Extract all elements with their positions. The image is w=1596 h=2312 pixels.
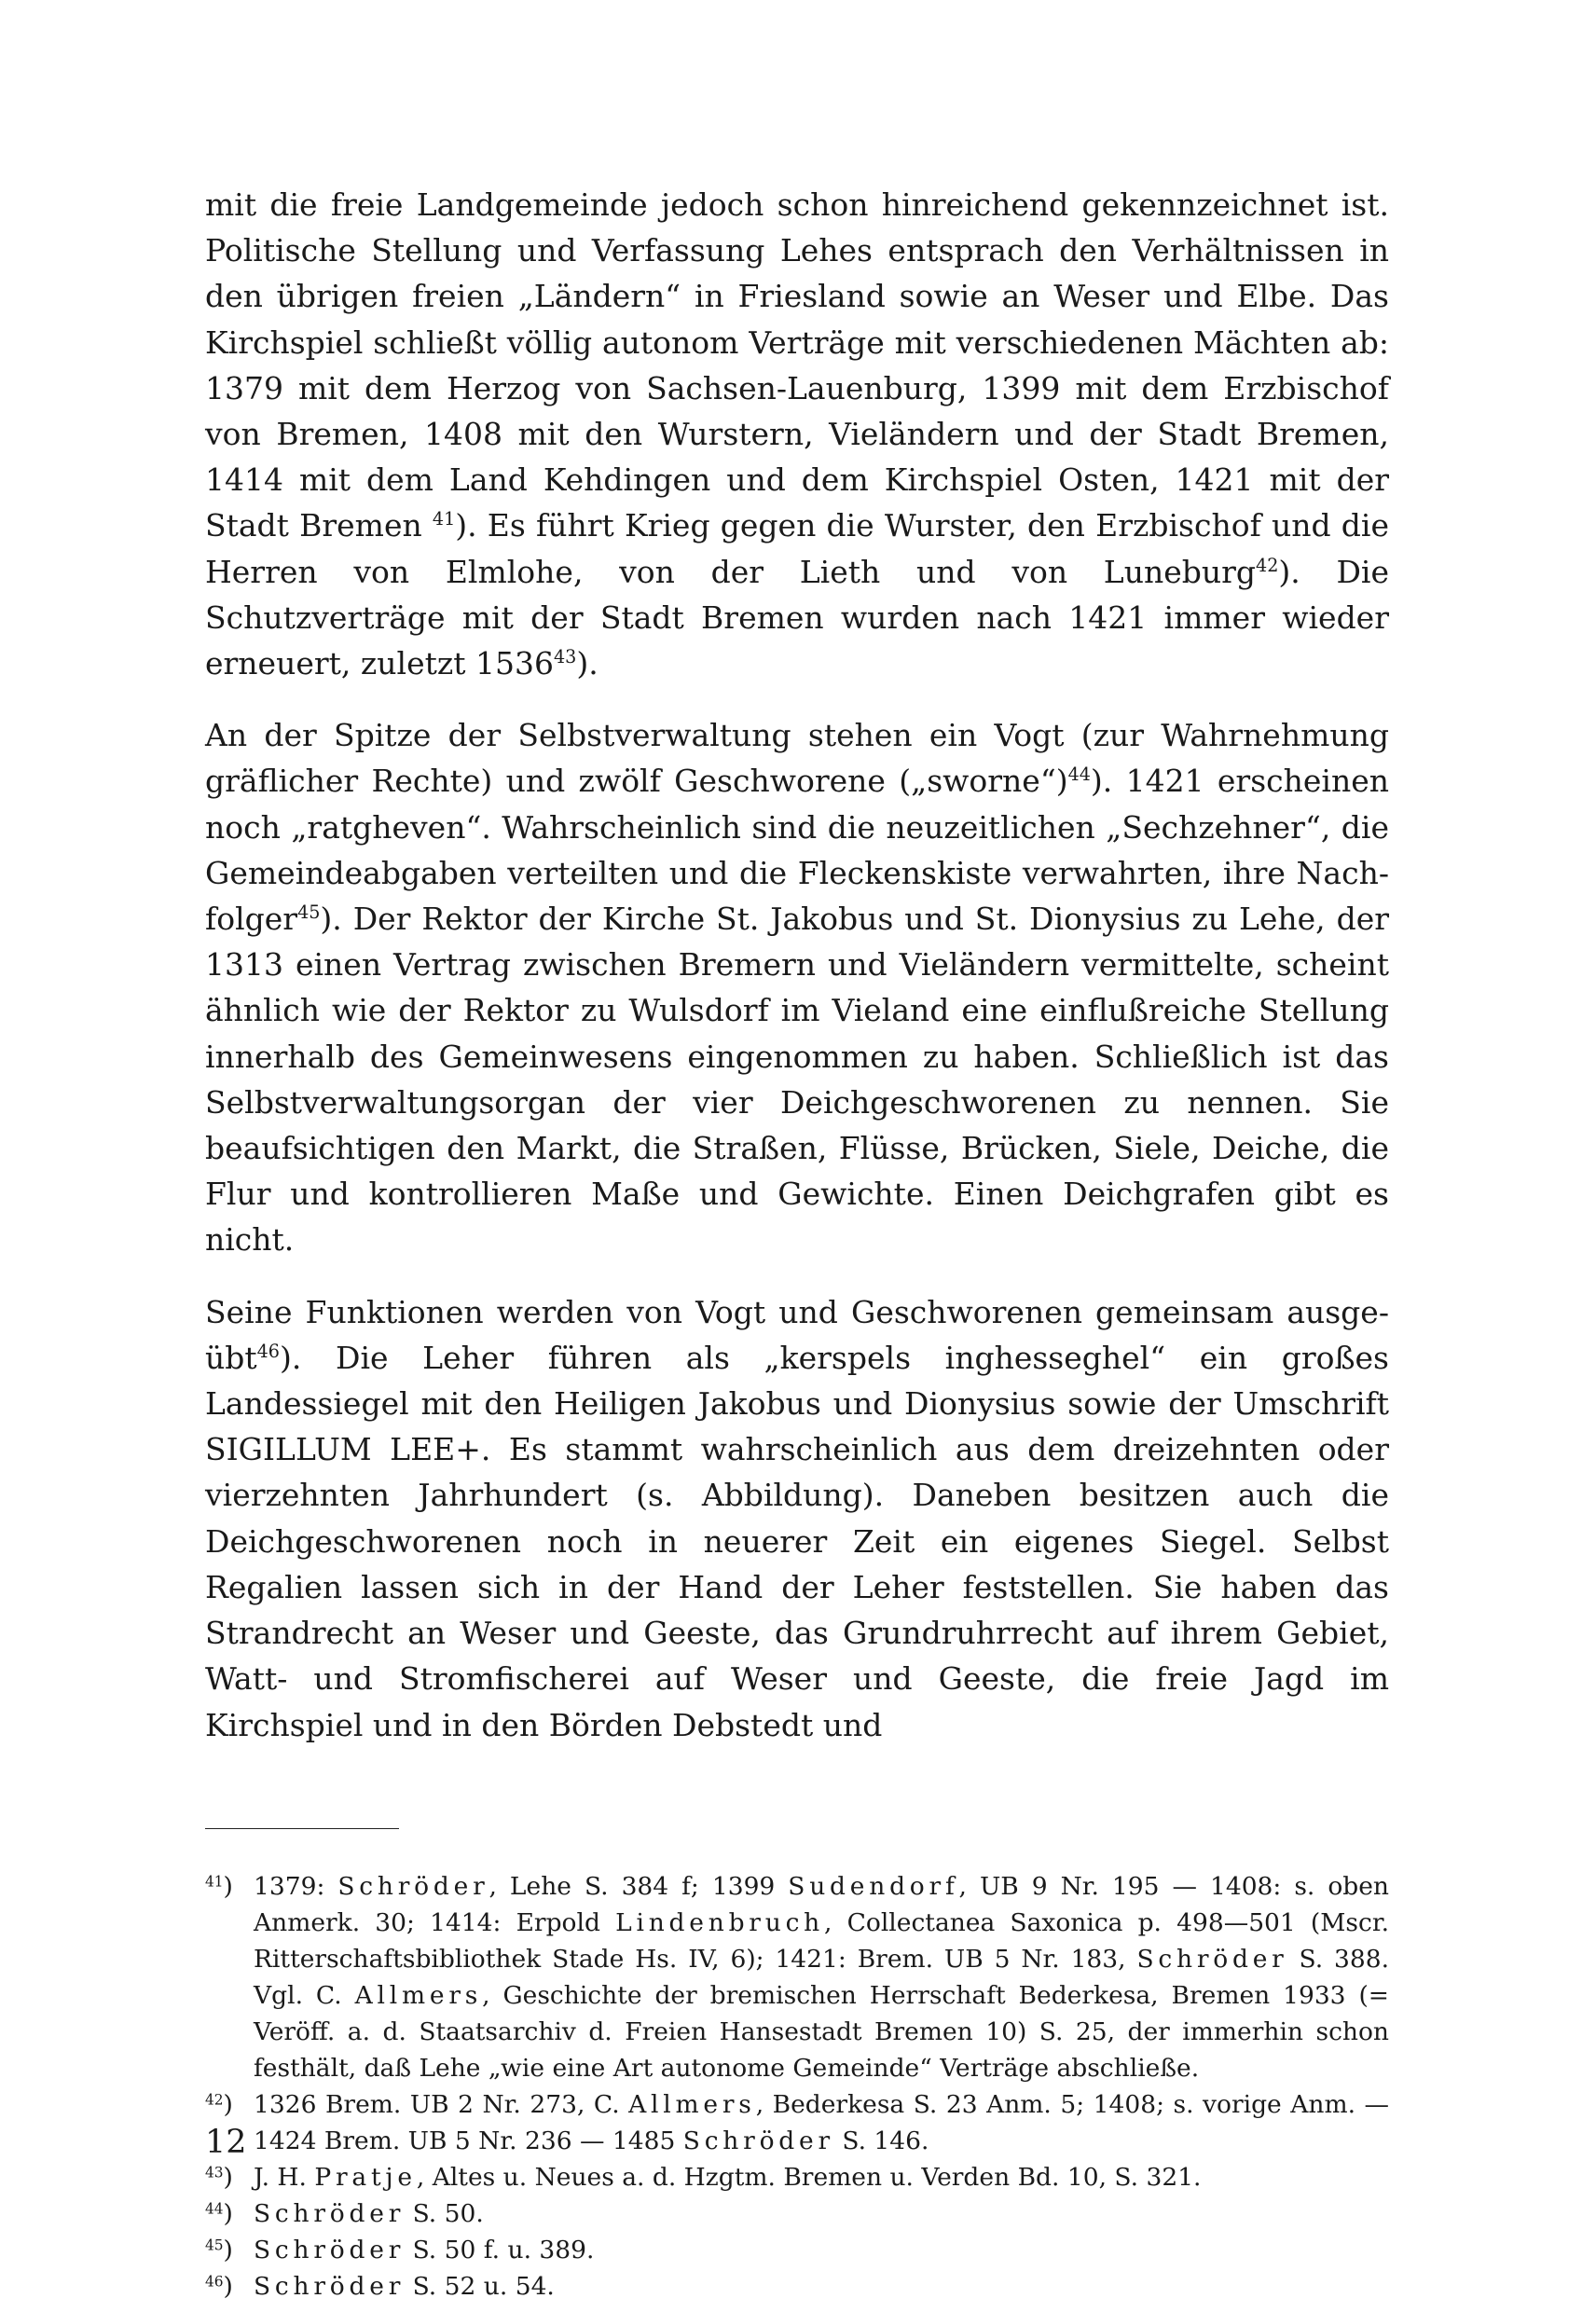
- footnote-paren: ): [223, 1871, 233, 1901]
- footnote-paren: ): [223, 2235, 233, 2264]
- footnote-text: [254, 2195, 1389, 2232]
- author-name: Allmers: [354, 1980, 483, 2010]
- author-name: Schröder: [254, 2271, 406, 2301]
- footnote: [205, 1868, 1389, 2086]
- footnote-paren: ): [223, 2089, 233, 2119]
- text-run: S. 50 f. u. 389.: [405, 2235, 595, 2264]
- footnote-text: [254, 2268, 1389, 2305]
- text-run: S. 146.: [833, 2126, 929, 2155]
- page-number: 12: [205, 2124, 247, 2161]
- paragraph: [205, 712, 1389, 1262]
- footnote-number: 44: [205, 2200, 224, 2218]
- footnote-number: 46: [205, 2273, 224, 2291]
- footnote-marker: [205, 2268, 254, 2305]
- footnote-ref: 45: [297, 901, 321, 924]
- author-name: Schröder: [682, 2126, 834, 2155]
- paragraph: [205, 182, 1389, 686]
- text-run: Seine Funktionen werden von Vogt und Geschworenen gemeinsam ausgeübt: [205, 1293, 1389, 1376]
- footnote-separator: [205, 1828, 399, 1829]
- author-name: Lindenbruch: [615, 1907, 825, 1937]
- footnote-marker: [205, 2232, 254, 2268]
- footnote-paren: ): [223, 2162, 233, 2192]
- footnote-number: 43: [205, 2164, 224, 2181]
- footnote: [205, 2195, 1389, 2232]
- author-name: Sudendorf: [788, 1871, 959, 1901]
- text-run: 1379:: [254, 1871, 338, 1901]
- author-name: Schröder: [254, 2235, 406, 2264]
- footnote-ref: 46: [256, 1341, 280, 1363]
- text-run: S. 50.: [405, 2198, 484, 2228]
- footnote-text: [254, 2159, 1389, 2195]
- footnote: [205, 2086, 1389, 2159]
- text-run: ). Die Schutzverträge mit der Stadt Bremen wurden nach 1421 immer wieder erneuert, zuletzt 1536: [205, 553, 1389, 682]
- text-run: , Geschichte der bremischen Herrschaft Bederkesa, Bremen 1933 (= Veröff. a. d. Staatsarchiv d. Freien Hansestadt Bremen 10) S. 25, der immerhin schon festhält, daß Lehe „wie eine Art autonome Gemeinde“ Verträge abschließe.: [254, 1980, 1389, 2083]
- footnote: [205, 2268, 1389, 2305]
- footnote-ref: 41: [432, 508, 456, 530]
- footnote-marker: [205, 2086, 254, 2123]
- footnote-marker: [205, 1868, 254, 1905]
- text-run: , Bederkesa S. 23 Anm. 5; 1408; s. vorige Anm. — 1424 Brem. UB 5 Nr. 236 — 1485: [254, 2089, 1389, 2155]
- footnote-text: [254, 2086, 1389, 2159]
- text-run: S. 52 u. 54.: [405, 2271, 555, 2301]
- text-run: ). Es führt Krieg gegen die Wurster, den Erzbischof und die Herren von Elmlohe, von der Lieth und von Luneburg: [205, 507, 1389, 590]
- footnote-text: [254, 1868, 1389, 2086]
- author-name: Schröder: [254, 2198, 406, 2228]
- footnote-number: 45: [205, 2236, 224, 2254]
- author-name: Schröder: [337, 1871, 489, 1901]
- text-run: ). Die Leher führen als „kerspels inghesseghel“ ein großes Landessiegel mit den Heiligen Jakobus und Dionysius sowie der Umschrift SIGILLUM LEE+. Es stammt wahrscheinlich aus dem dreizehnten oder vierzehnten Jahrhundert (s. Abbildung). Daneben besitzen auch die Deichgeschworenen noch in neuerer Zeit ein eigenes Siegel. Selbst Regalien lassen sich in der Hand der Leher feststellen. Sie haben das Strandrecht an Weser und Geeste, das Grundruhrrecht auf ihrem Gebiet, Watt- und Stromfischerei auf Weser und Geeste, die freie Jagd im Kirchspiel und in den Börden Debstedt und: [205, 1339, 1389, 1743]
- footnote-text: [254, 2232, 1389, 2268]
- footnote-ref: 42: [1256, 554, 1279, 576]
- footnote-ref: 44: [1067, 764, 1091, 786]
- text-run: J. H.: [254, 2162, 315, 2192]
- footnote: [205, 2159, 1389, 2195]
- footnote-paren: ): [223, 2198, 233, 2228]
- author-name: Schröder: [1136, 1944, 1288, 1974]
- text-run: , Altes u. Neues a. d. Hzgtm. Bremen u. Verden Bd. 10, S. 321.: [416, 2162, 1202, 2192]
- text-run: , Collectanea Saxonica p. 498—501 (Mscr. Ritterschaftsbibliothek Stade Hs. IV, 6); 1421: Brem. UB 5 Nr. 183,: [254, 1907, 1390, 1974]
- footnote-marker: [205, 2195, 254, 2232]
- author-name: Pratje: [314, 2162, 417, 2192]
- body-text: [205, 182, 1389, 1748]
- author-name: Allmers: [628, 2089, 756, 2119]
- text-run: An der Spitze der Selbstverwaltung stehen ein Vogt (zur Wahrnehmung gräflicher Rechte) und zwölf Geschworene („sworne“): [205, 717, 1389, 800]
- text-run: ). Der Rektor der Kirche St. Jakobus und St. Dionysius zu Lehe, der 1313 einen Vertrag zwischen Bremern und Vieländern vermittelte, scheint ähnlich wie der Rektor zu Wulsdorf im Vieland eine einflußreiche Stellung innerhalb des Gemeinwesens eingenommen zu haben. Schließlich ist das Selbstverwaltungsorgan der vier Deichgeschworenen zu nennen. Sie beaufsichtigen den Markt, die Straßen, Flüsse, Brücken, Siele, Deiche, die Flur und kontrollieren Maße und Gewichte. Einen Deichgrafen gibt es nicht.: [205, 901, 1389, 1259]
- text-run: ).: [576, 645, 598, 682]
- footnote-paren: ): [223, 2271, 233, 2301]
- footnotes: [205, 1868, 1389, 2305]
- text-run: ). 1421 erscheinen noch „ratgheven“. Wahrscheinlich sind die neuzeitlichen „Sechzehner“, die Gemeindeabgaben verteilten und die Fleckenskiste verwahrten, ihre Nachfolger: [205, 763, 1389, 938]
- text-run: , UB 9 Nr. 195 — 1408: s. oben Anmerk. 30; 1414: Erpold: [254, 1871, 1390, 1937]
- footnote-number: 42: [205, 2091, 224, 2109]
- text-run: , Lehe S. 384 f; 1399: [488, 1871, 789, 1901]
- footnote: [205, 2232, 1389, 2268]
- footnote-ref: 43: [554, 646, 577, 668]
- text-run: 1326 Brem. UB 2 Nr. 273, C.: [254, 2089, 629, 2119]
- page-content: [205, 182, 1389, 2305]
- paragraph: [205, 1289, 1389, 1748]
- footnote-number: 41: [205, 1873, 224, 1891]
- text-run: mit die freie Landgemeinde jedoch schon hinreichend gekennzeichnet ist. Politische Stellung und Verfassung Lehes entsprach den Verhältnissen in den übrigen freien „Ländern“ in Friesland sowie an Weser und Elbe. Das Kirchspiel schließt völlig autonom Verträge mit verschiedenen Mächten ab: 1379 mit dem Herzog von Sachsen-Lauenburg, 1399 mit dem Erzbischof von Bremen, 1408 mit den Wurstern, Vieländern und der Stadt Bremen, 1414 mit dem Land Kehdingen und dem Kirchspiel Osten, 1421 mit der Stadt Bremen: [205, 186, 1389, 544]
- footnote-marker: [205, 2159, 254, 2195]
- text-run: S. 388. Vgl. C.: [254, 1944, 1389, 2010]
